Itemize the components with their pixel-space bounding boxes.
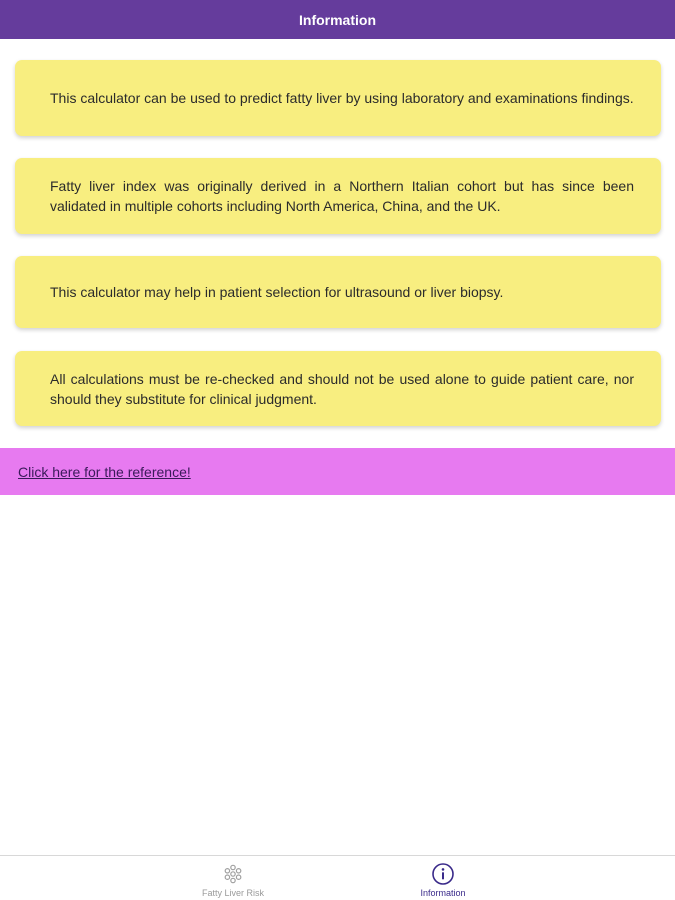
tab-information[interactable] bbox=[383, 856, 503, 900]
tab-label: Information bbox=[420, 888, 466, 898]
navigation-bar bbox=[0, 0, 675, 39]
info-card-text: All calculations must be re-checked and should not be used alone to guide patient care, nor should they substitute for clinical judgment. bbox=[50, 370, 634, 407]
info-card-text: Fatty liver index was originally derived in a Northern Italian cohort but has since been validated in multiple cohorts including North America, China, and the UK. bbox=[50, 178, 634, 214]
info-card bbox=[15, 351, 661, 426]
info-card-text: This calculator may help in patient selection for ultrasound or liver biopsy. bbox=[50, 284, 504, 300]
info-card bbox=[15, 60, 661, 136]
info-card bbox=[15, 158, 661, 234]
reference-banner bbox=[0, 448, 675, 495]
tab-bar bbox=[0, 855, 675, 900]
tab-fatty-liver-risk[interactable] bbox=[173, 856, 293, 900]
info-card bbox=[15, 256, 661, 328]
liver-risk-icon bbox=[221, 862, 245, 886]
tab-label: Fatty Liver Risk bbox=[201, 888, 264, 898]
info-circle-icon bbox=[431, 862, 455, 886]
page-title: Information bbox=[299, 11, 376, 28]
info-card-text: This calculator can be used to predict fatty liver by using laboratory and examinations findings. bbox=[50, 90, 634, 106]
reference-link[interactable]: Click here for the reference! bbox=[18, 463, 191, 480]
